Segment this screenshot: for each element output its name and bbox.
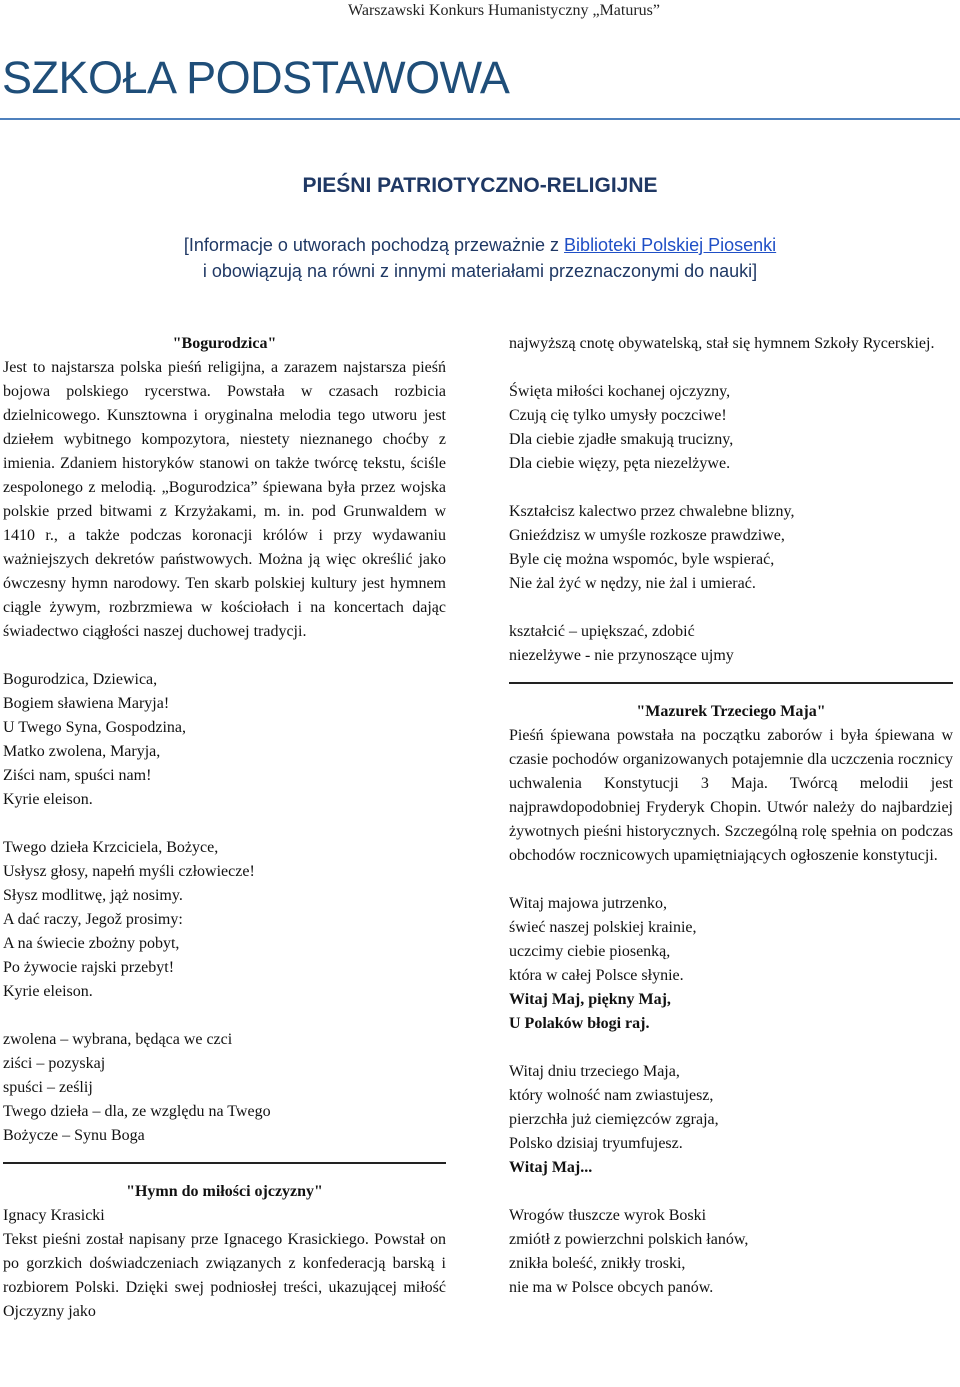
verse-line: Dla ciebie więzy, pęta niezelżywe. — [509, 455, 731, 472]
verse-line: U Twego Syna, Gospodzina, — [3, 719, 187, 736]
glossary-entry: zwolena – wybrana, będąca we czci — [3, 1031, 233, 1048]
verse-line: Bogiem sławiena Maryja! — [3, 695, 170, 712]
verse-line: Kyrie eleison. — [3, 791, 93, 808]
mazurek-stanza-2 — [509, 1060, 953, 1180]
verse-line: Wrogów tłuszcze wyrok Boski — [509, 1207, 707, 1224]
right-column — [509, 332, 953, 1300]
section-divider — [509, 682, 953, 684]
bogurodzica-title: "Bogurodzica" — [172, 335, 277, 352]
verse-line: Ziści nam, spuści nam! — [3, 767, 152, 784]
hymn-author: Ignacy Krasicki — [3, 1207, 105, 1224]
verse-line: świeć naszej polskiej krainie, — [509, 919, 697, 936]
left-column — [3, 332, 446, 1324]
verse-line: Usłysz głosy, napełń myśli człowiecze! — [3, 863, 255, 880]
verse-line: Byle cię można wspomóc, byle wspierać, — [509, 551, 775, 568]
section-divider — [3, 1162, 446, 1164]
intro-line-1 — [0, 232, 960, 258]
intro-pre: [Informacje o utworach pochodzą przeważnie z — [183, 235, 565, 255]
glossary-entry: niezelżywe - nie przynoszące ujmy — [509, 647, 734, 664]
mazurek-title: "Mazurek Trzeciego Maja" — [636, 703, 826, 720]
mazurek-stanza-3 — [509, 1204, 953, 1300]
verse-line: Twego dzieła Krzciciela, Bożyce, — [3, 839, 219, 856]
verse-line: znikła boleść, znikły troski, — [509, 1255, 686, 1272]
hymn-stanza-1 — [509, 380, 953, 476]
glossary-entry: kształcić – upiększać, zdobić — [509, 623, 695, 640]
verse-line: Nie żal żyć w nędzy, nie żal i umierać. — [509, 575, 756, 592]
chorus-line: Witaj Maj, piękny Maj, — [509, 991, 671, 1008]
verse-line: która w całej Polsce słynie. — [509, 967, 684, 984]
bogurodzica-description: Jest to najstarsza polska pieśń religijna, a zarazem najstarsza pieśń bojowa polskiego rycerstwa. Powstała w czasach rozbicia dzielnicowego. Kunsztowna i oryginalna melodia tego utworu jest dziełem wybitnego kompozytora, niestety nieznanego choćby z imienia. Zdaniem historyków stanowi on także twórcę tekstu, ściśle zespolonego z melodią. „Bogurodzica” śpiewana była przez wojska polskie przed bitwami z Krzyżakami, m. in. pod Grunwaldem w 1410 r., a także podczas koronacji królów i przy wydawaniu ważniejszych dekretów państwowych. Można ją więc określić jako ówczesny hymn narodowy. Ten skarb polskiej kultury jest hymnem ciągle żywym, rozbrzmiewa w kościołach i na koncertach dając świadectwo ciągłości naszej duchowej tradycji. — [3, 359, 446, 640]
intro-line-2: i obowiązują na równi z innymi materiałami przeznaczonymi do nauki] — [202, 261, 758, 281]
verse-line: Matko zwolena, Maryja, — [3, 743, 161, 760]
bogurodzica-stanza-1 — [3, 668, 446, 812]
mazurek-stanza-1 — [509, 892, 953, 1036]
verse-line: A na świecie zbożny pobyt, — [3, 935, 180, 952]
verse-line: Gnieździsz w umyśle rozkosze prawdziwe, — [509, 527, 785, 544]
verse-line: Słysz modlitwę, jąż nosimy. — [3, 887, 183, 904]
verse-line: Święta miłości kochanej ojczyzny, — [509, 383, 731, 400]
verse-line: Witaj dniu trzeciego Maja, — [509, 1063, 680, 1080]
bogurodzica-stanza-2 — [3, 836, 446, 1004]
verse-line: Kyrie eleison. — [3, 983, 93, 1000]
verse-line: Polsko dzisiaj tryumfujesz. — [509, 1135, 683, 1152]
mazurek-description: Pieśń śpiewana powstała na początku zaborów i była śpiewana w czasie pochodów organizowanych potajemnie dla uczczenia rocznicy uchwalenia Konstytucji 3 Maja. Twórcą melodii jest najprawdopodobniej Fryderyk Chopin. Utwór należy do najbardziej żywotnych pieśni historycznych. Szczególną rolę spełnia on podczas obchodów rocznicowych upamiętniających ogłoszenie konstytucji. — [509, 727, 953, 864]
verse-line: uczcimy ciebie piosenką, — [509, 943, 671, 960]
chorus-line: U Polaków błogi raj. — [509, 1015, 650, 1032]
title-rule — [0, 118, 960, 120]
verse-line: Dla ciebie zjadłe smakują trucizny, — [509, 431, 734, 448]
glossary-entry: Bożycze – Synu Boga — [3, 1127, 145, 1144]
glossary-entry: spuści – ześlij — [3, 1079, 93, 1096]
verse-line: nie ma w Polsce obcych panów. — [509, 1279, 714, 1296]
verse-line: zmiótł z powierzchni polskich łanów, — [509, 1231, 749, 1248]
verse-line: A dać raczy, Jegož prosimy: — [3, 911, 183, 928]
intro-note — [0, 232, 960, 284]
hymn-description: Tekst pieśni został napisany prze Ignacego Krasickiego. Powstał on po gorzkich doświadczeniach związanych z konfederacją barską i rozbiorem Polski. Dzięki swej podniosłej treści, ukazującej miłość Ojczyzny jako — [3, 1231, 446, 1320]
bogurodzica-glossary — [3, 1028, 446, 1148]
verse-line: Witaj majowa jutrzenko, — [509, 895, 667, 912]
hymn-description-continued: najwyższą cnotę obywatelską, stał się hymnem Szkoły Rycerskiej. — [509, 335, 935, 352]
verse-line: Po żywocie rajski przebyt! — [3, 959, 175, 976]
verse-line: pierzchła już ciemięzców zgraja, — [509, 1111, 719, 1128]
page-title: SZKOŁA PODSTAWOWA — [2, 52, 510, 103]
verse-line: Kształcisz kalectwo przez chwalebne blizny, — [509, 503, 795, 520]
library-link[interactable]: Biblioteki Polskiej Piosenki — [564, 235, 777, 255]
glossary-entry: Twego dzieła – dla, ze względu na Twego — [3, 1103, 271, 1120]
section-title: PIEŚNI PATRIOTYCZNO-RELIGIJNE — [302, 174, 658, 197]
chorus-line: Witaj Maj... — [509, 1159, 593, 1176]
hymn-title: "Hymn do miłości ojczyzny" — [126, 1183, 323, 1200]
glossary-entry: ziści – pozyskaj — [3, 1055, 106, 1072]
verse-line: Bogurodzica, Dziewica, — [3, 671, 158, 688]
hymn-stanza-2 — [509, 500, 953, 596]
verse-line: który wolność nam zwiastujesz, — [509, 1087, 714, 1104]
running-header: Warszawski Konkurs Humanistyczny „Maturus” — [348, 2, 660, 19]
hymn-glossary — [509, 620, 953, 668]
verse-line: Czują cię tylko umysły poczciwe! — [509, 407, 727, 424]
